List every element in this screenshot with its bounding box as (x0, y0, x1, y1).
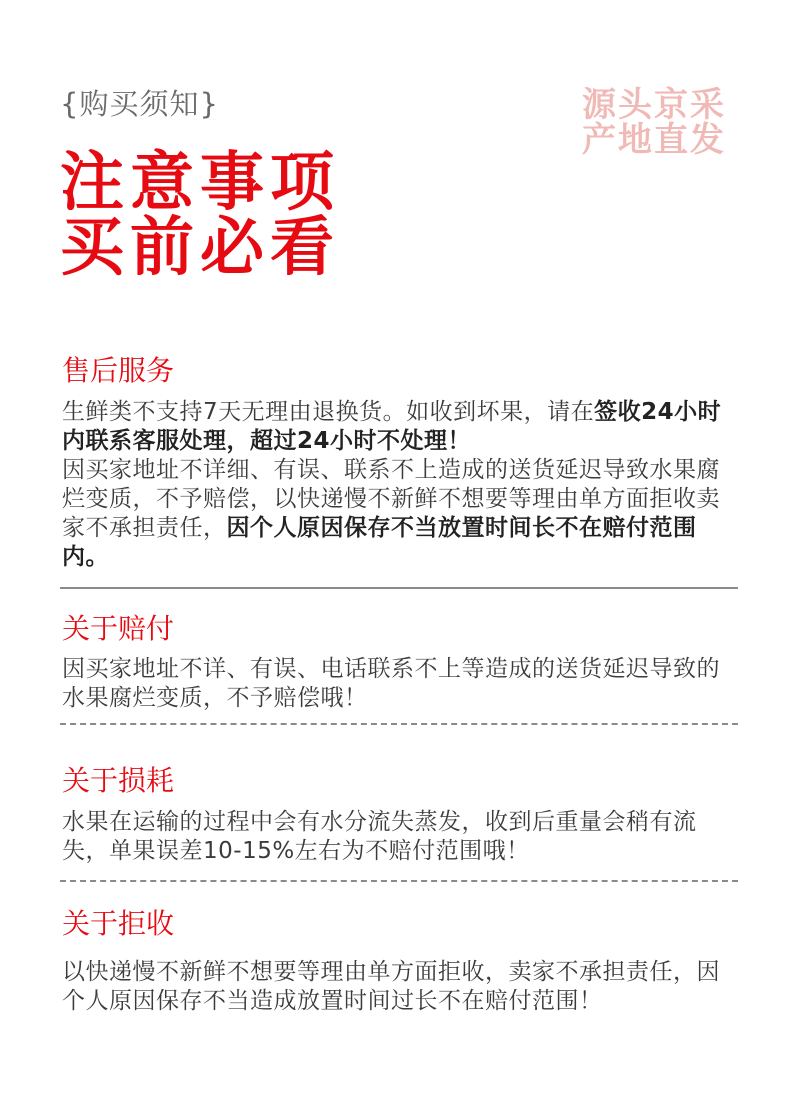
section-title-after-sales: 售后服务 (62, 354, 175, 387)
section-divider-dashed-1 (60, 723, 738, 725)
section-divider-dashed-2 (60, 880, 738, 882)
after-sales-emphasis-2: 因个人原因保存不当放置时间长不在赔付范围内。 (62, 515, 697, 570)
headline-line-1: 注意事项 (60, 146, 340, 220)
section-divider-solid (60, 587, 738, 589)
origin-stamp-line-1: 源头京采 (582, 85, 726, 125)
section-body-rejection: 以快递慢不新鲜不想要等理由单方面拒收，卖家不承担责任，因个人原因保存不当造成放置时间过长不在赔付范围！ (62, 959, 720, 1014)
section-body-after-sales (62, 398, 742, 572)
section-title-loss: 关于损耗 (62, 764, 175, 797)
headline-line-2: 买前必看 (60, 211, 340, 285)
section-body-loss: 水果在运输的过程中会有水分流失蒸发，收到后重量会稍有流失，单果误差10-15%左右为不赔付范围哦！ (62, 809, 697, 864)
section-body-compensation: 因买家地址不详、有误、电话联系不上等造成的送货延迟导致的水果腐烂变质，不予赔偿哦！ (62, 656, 720, 711)
section-title-compensation: 关于赔付 (62, 612, 175, 645)
section-title-rejection: 关于拒收 (62, 907, 175, 940)
after-sales-text-2: 因买家地址不详细、有误、联系不上造成的送货延迟导致水果腐烂变质，不予赔偿，以快递慢不新鲜不想要等理由单方面拒收卖家不承担责任， (62, 457, 720, 541)
after-sales-emphasis-1: 签收24小时内联系客服处理，超过24小时不处理！ (62, 399, 722, 454)
after-sales-text-1: 生鲜类不支持7天无理由退换货。如收到坏果，请在 (62, 399, 595, 425)
notice-kicker: {购买须知} (60, 87, 219, 121)
origin-stamp-line-2: 产地直发 (582, 120, 726, 160)
